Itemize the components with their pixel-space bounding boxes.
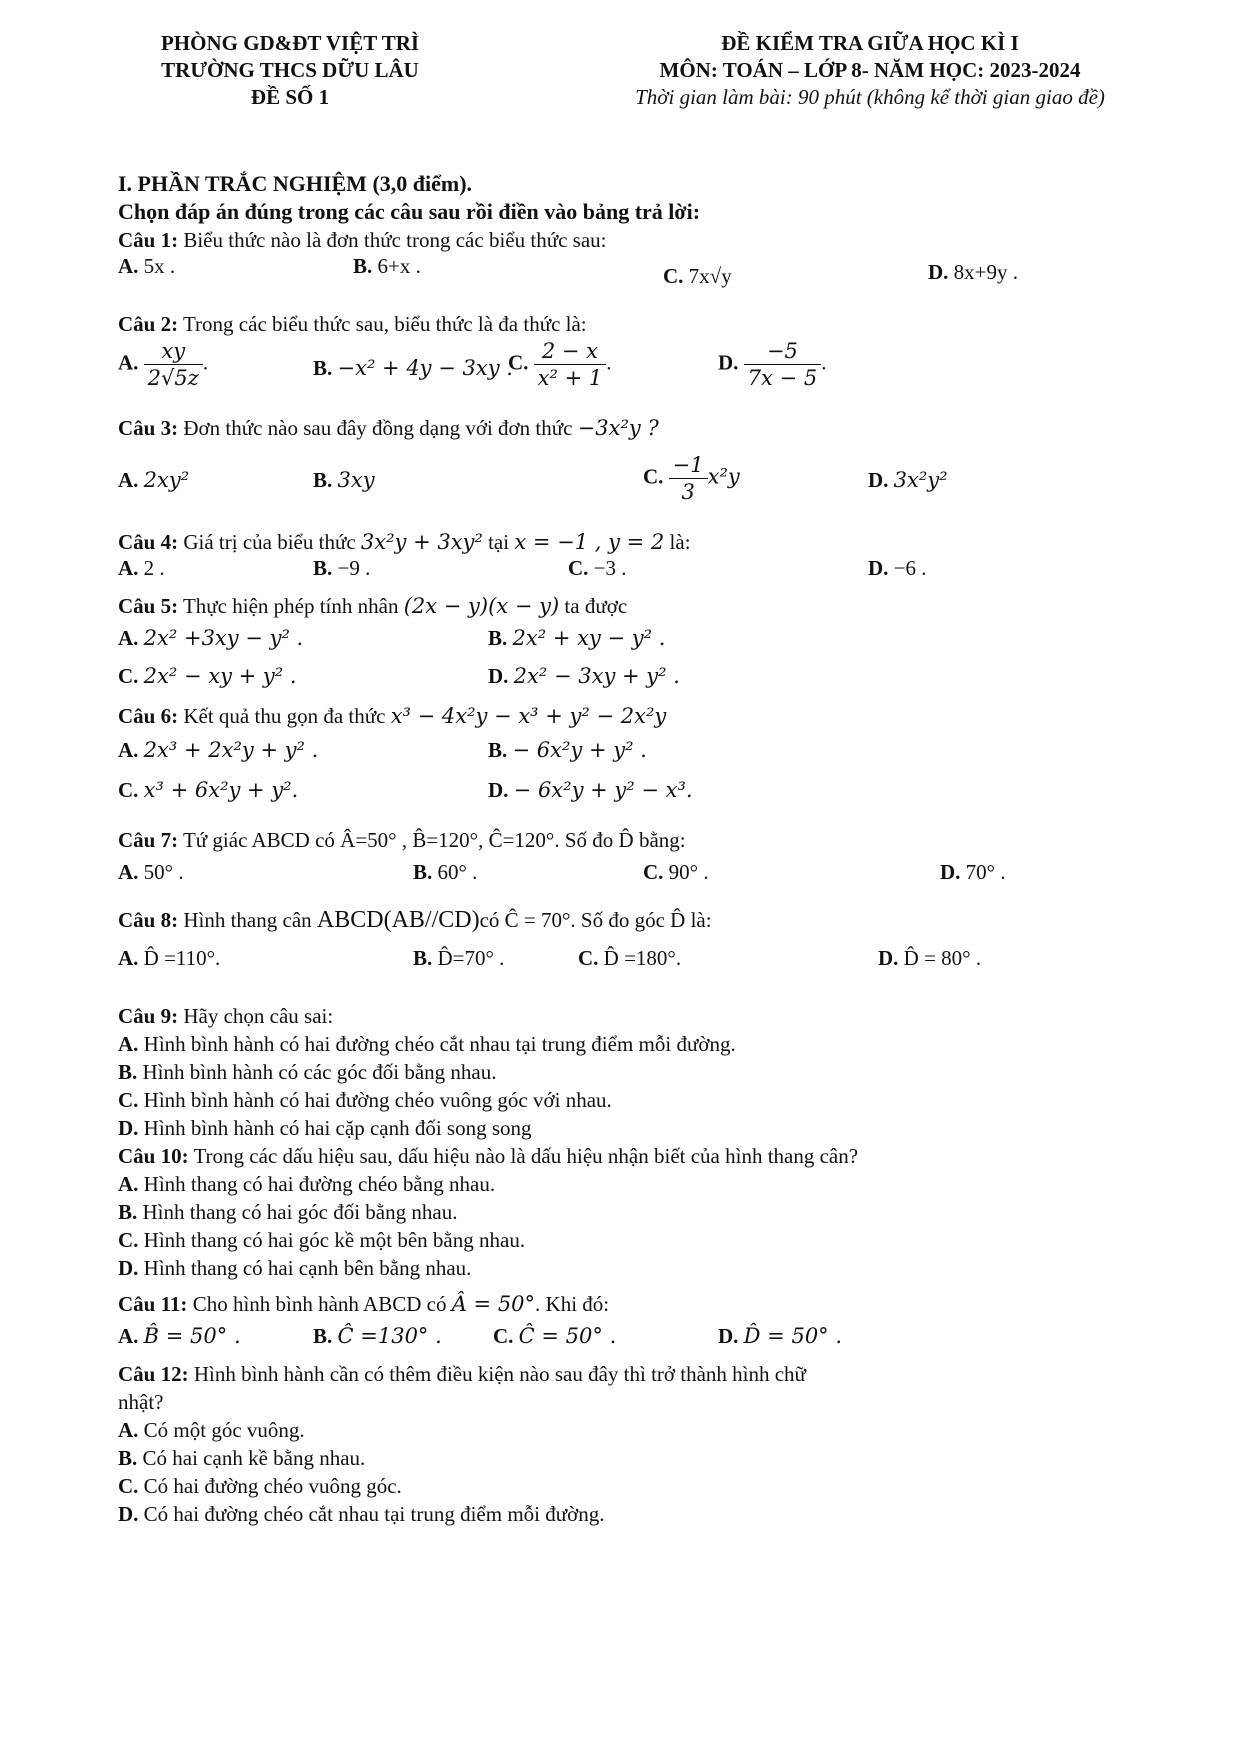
question-condition: x = −1 , y = 2 [514, 530, 665, 554]
option-d: D. 8x+9y . [928, 260, 1019, 284]
option-c: C. D̂ =180°. [578, 946, 682, 970]
option-d: D. Hình thang có hai cạnh bên bằng nhau. [118, 1256, 472, 1280]
question-12: Câu 12: Hình bình hành cần có thêm điều kiện nào sau đây thì trở thành hình chữ [118, 1362, 806, 1386]
option-a: A. D̂ =110°. [118, 946, 221, 970]
question-5: Câu 5: Thực hiện phép tính nhân (2x − y)(x − y) ta được [118, 594, 628, 618]
question-label: Câu 11: [118, 1292, 188, 1316]
exam-content [118, 170, 1168, 1528]
option-b: B. D̂=70° . [413, 946, 505, 970]
question-expression: 3x²y + 3xy² [360, 530, 483, 554]
question-9: Câu 9: Hãy chọn câu sai: [118, 1004, 334, 1028]
options-row [118, 946, 1168, 990]
school-name: TRƯỜNG THCS DỮU LÂU [161, 58, 419, 82]
option-a: A. Hình thang có hai đường chéo bằng nhau. [118, 1172, 496, 1196]
option-c: C. Hình thang có hai góc kề một bên bằng nhau. [118, 1228, 526, 1252]
option-a: A. 5x . [118, 254, 176, 278]
question-label: Câu 3: [118, 416, 179, 440]
question-label: Câu 8: [118, 908, 179, 932]
question-text: Đơn thức nào sau đây đồng dạng với đơn thức [183, 416, 573, 440]
option-d: D. D̂ = 50° . [718, 1324, 843, 1348]
option-d: D. $\frac{-5}{7x - 5}$ . [718, 339, 827, 390]
option-a: A. 2x³ + 2x²y + y² . [118, 738, 319, 762]
question-expression: ABCD(AB//CD) [316, 907, 480, 933]
question-expression: Â=50° , B̂=120°, Ĉ=120° [340, 828, 555, 852]
question-label: Câu 9: [118, 1004, 179, 1028]
section-instruction: Chọn đáp án đúng trong các câu sau rồi điền vào bảng trả lời: [118, 199, 701, 224]
section-title: I. PHẦN TRẮC NGHIỆM (3,0 điểm). [118, 171, 473, 196]
question-6: Câu 6: Kết quả thu gọn đa thức x³ − 4x²y − x³ + y² − 2x²y [118, 704, 667, 728]
question-label: Câu 10: [118, 1144, 189, 1168]
question-expression: Â = 50° [451, 1292, 536, 1316]
option-b: B. −9 . [313, 556, 371, 580]
question-label: Câu 6: [118, 704, 179, 728]
option-c: C. 2x² − xy + y² . [118, 664, 297, 688]
option-a: A. 2x² +3xy − y² . [118, 626, 304, 650]
option-a: A. Có một góc vuông. [118, 1418, 305, 1442]
options-row [118, 860, 1168, 900]
question-label: Câu 4: [118, 530, 179, 554]
options-row [118, 338, 1168, 402]
option-c: C. x³ + 6x²y + y². [118, 778, 299, 802]
options-row [118, 254, 1168, 298]
exam-time: Thời gian làm bài: 90 phút (không kể thời gian giao đề) [635, 85, 1105, 109]
option-a: A. 50° . [118, 860, 184, 884]
question-text: Trong các biểu thức sau, biểu thức là đa thức là: [182, 312, 587, 336]
option-c: C. $\frac{2 - x}{\text{x² + 1}}$ . [508, 339, 612, 390]
option-c: C. 90° . [643, 860, 709, 884]
question-10: Câu 10: Trong các dấu hiệu sau, dấu hiệu nào là dấu hiệu nhận biết của hình thang cân? [118, 1144, 859, 1168]
header-left [105, 30, 475, 111]
question-11: Câu 11: Cho hình bình hành ABCD có Â = 50°. Khi đó: [118, 1292, 610, 1316]
option-c: C. Ĉ = 50° . [493, 1324, 617, 1348]
option-b: B. Hình thang có hai góc đối bằng nhau. [118, 1200, 458, 1224]
exam-subject: MÔN: TOÁN – LỚP 8- NĂM HỌC: 2023-2024 [659, 58, 1081, 82]
option-c: C. $\frac{-1}{3}$ x²y [643, 453, 740, 504]
option-b: B. Ĉ =130° . [313, 1324, 442, 1348]
header-right [560, 30, 1180, 111]
option-a: A. B̂ = 50° . [118, 1324, 241, 1348]
option-b: B. 6+x . [353, 254, 421, 278]
option-d: D. − 6x²y + y² − x³. [488, 778, 693, 802]
department-name: PHÒNG GD&ĐT VIỆT TRÌ [160, 31, 420, 55]
option-a: A. $\frac{xy}{2√5z}$ . [118, 339, 209, 390]
options-row [118, 452, 1168, 520]
option-d: D. 70° . [940, 860, 1006, 884]
option-d: D. D̂ = 80° . [878, 946, 982, 970]
option-c: C. 7x√y [663, 264, 732, 288]
options-row [118, 778, 1168, 818]
option-c: C. Có hai đường chéo vuông góc. [118, 1474, 402, 1498]
question-3 [118, 414, 1168, 442]
option-c: C. −3 . [568, 556, 627, 580]
options-row [118, 738, 1168, 778]
options-row [118, 556, 1168, 592]
option-d: D. Có hai đường chéo cắt nhau tại trung điểm mỗi đường. [118, 1502, 605, 1526]
option-b: B. 60° . [413, 860, 478, 884]
options-row [118, 664, 1168, 702]
option-b: B. −x² + 4y − 3xy . [313, 356, 513, 380]
question-7: Câu 7: Tứ giác ABCD có Â=50° , B̂=120°, Ĉ=120°. Số đo D̂ bằng: [118, 828, 686, 852]
question-2 [118, 310, 1168, 338]
question-8: Câu 8: Hình thang cân ABCD(AB//CD)có Ĉ = 70°. Số đo góc D̂ là: [118, 907, 712, 933]
option-b: B. − 6x²y + y² . [488, 738, 647, 762]
question-expression: x³ − 4x²y − x³ + y² − 2x²y [390, 704, 667, 728]
option-d: D. 3x²y² [868, 468, 948, 492]
question-label: Câu 2: [118, 312, 179, 336]
question-label: Câu 12: [118, 1362, 189, 1386]
option-a: A. 2 . [118, 556, 165, 580]
exam-title: ĐỀ KIỂM TRA GIỮA HỌC KÌ I [721, 31, 1019, 55]
option-d: D. Hình bình hành có hai cặp cạnh đối song song [118, 1116, 532, 1140]
option-b: B. 3xy [313, 468, 375, 492]
option-b: B. 2x² + xy − y² . [488, 626, 666, 650]
question-1 [118, 226, 1168, 254]
question-text: Biểu thức nào là đơn thức trong các biểu thức sau: [183, 228, 607, 252]
question-expression: (2x − y)(x − y) [403, 594, 560, 618]
option-b: B. Có hai cạnh kề bằng nhau. [118, 1446, 366, 1470]
option-d: D. 2x² − 3xy + y² . [488, 664, 680, 688]
question-label: Câu 5: [118, 594, 179, 618]
options-row [118, 626, 1168, 664]
option-c: C. Hình bình hành có hai đường chéo vuông góc với nhau. [118, 1088, 612, 1112]
option-a: A. Hình bình hành có hai đường chéo cắt nhau tại trung điểm mỗi đường. [118, 1032, 736, 1056]
option-a: A. 2xy² [118, 468, 190, 492]
exam-code: ĐỀ SỐ 1 [250, 85, 330, 109]
question-4: Câu 4: Giá trị của biểu thức 3x²y + 3xy² tại x = −1 , y = 2 là: [118, 530, 691, 554]
options-row [118, 1324, 1168, 1360]
question-label: Câu 1: [118, 228, 179, 252]
question-label: Câu 7: [118, 828, 179, 852]
question-expression: −3x²y ? [577, 416, 659, 440]
question-text-continued: nhật? [118, 1390, 164, 1414]
option-d: D. −6 . [868, 556, 927, 580]
option-b: B. Hình bình hành có các góc đối bằng nhau. [118, 1060, 497, 1084]
